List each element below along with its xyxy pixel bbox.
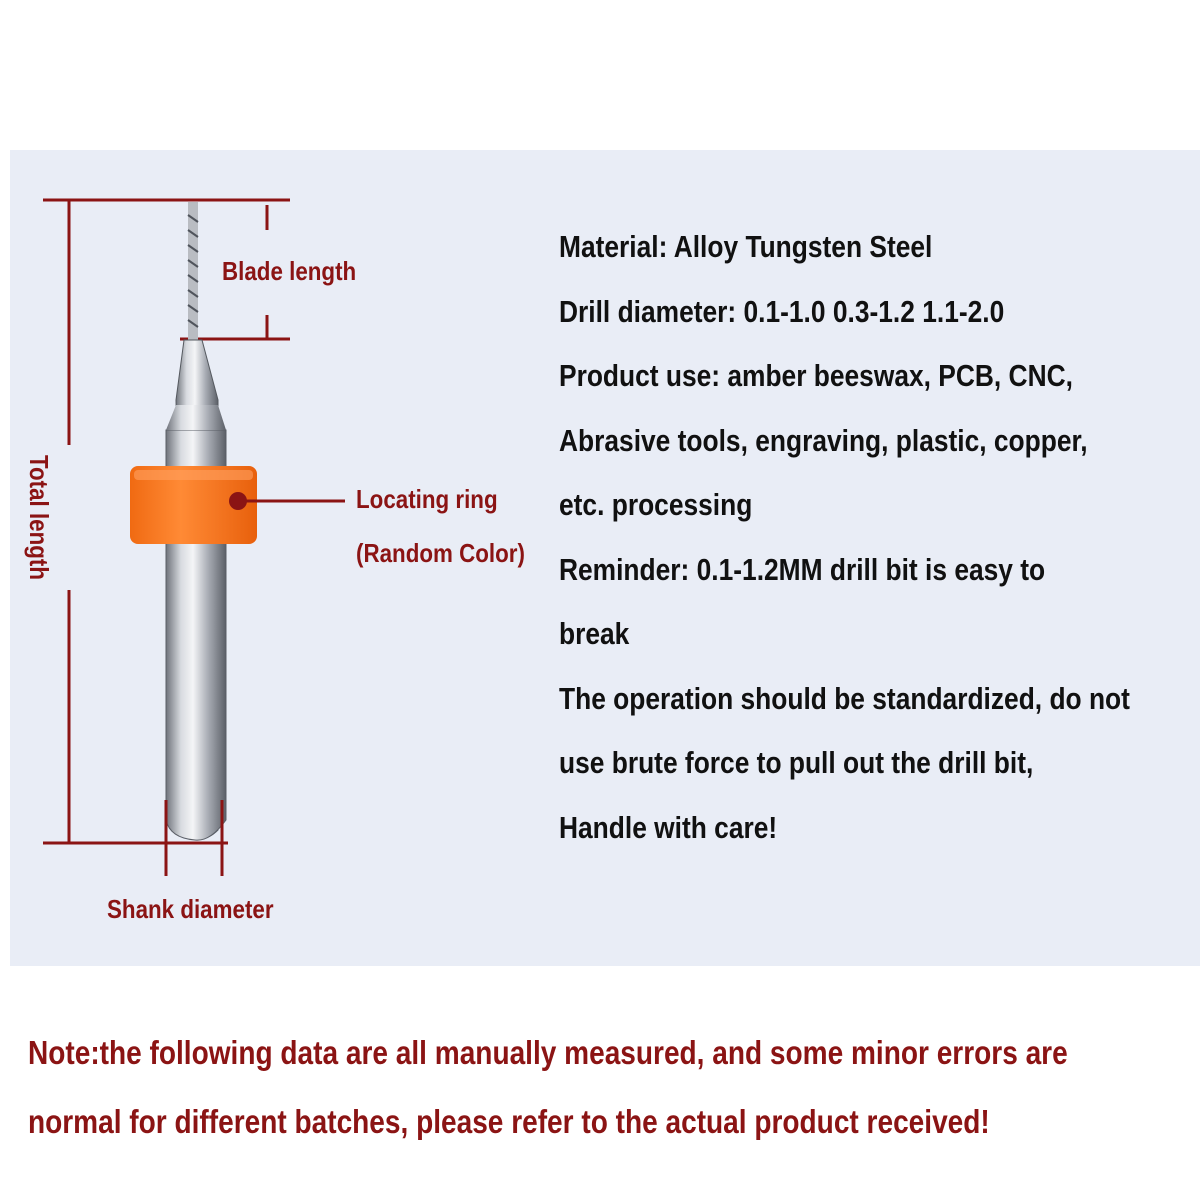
note-line-1: Note:the following data are all manually measured, and some minor errors are	[28, 1034, 1068, 1071]
spec-product-use: Product use: amber beeswax, PCB, CNC,	[559, 358, 1073, 393]
locating-ring-label: Locating ring	[356, 484, 498, 514]
drill-bit-diagram	[0, 0, 560, 960]
spec-list	[559, 222, 1199, 867]
spec-reminder: Reminder: 0.1-1.2MM drill bit is easy to	[559, 551, 1046, 587]
locating-ring	[130, 466, 345, 544]
blade-length-label: Blade length	[222, 256, 357, 286]
spec-reminder-end: break	[559, 616, 630, 651]
spec-product-use-cont: Abrasive tools, engraving, plastic, copper,	[559, 422, 1088, 458]
note-line-2: normal for different batches, please refer to the actual product received!	[28, 1103, 990, 1140]
spec-material: Material: Alloy Tungsten Steel	[559, 229, 933, 264]
spec-operation-cont: use brute force to pull out the drill bit,	[559, 745, 1034, 780]
spec-handle-with-care: Handle with care!	[559, 809, 778, 845]
spec-operation: The operation should be standardized, do not	[559, 680, 1130, 716]
spec-product-use-end: etc. processing	[559, 487, 753, 522]
measurement-note	[28, 1030, 1200, 1168]
shank-diameter-label: Shank diameter	[107, 894, 274, 924]
locating-ring-note: (Random Color)	[356, 538, 525, 568]
drill-flute	[188, 202, 198, 340]
spec-drill-diameter: Drill diameter: 0.1-1.0 0.3-1.2 1.1-2.0	[559, 293, 1005, 329]
total-length-label: Total length	[24, 455, 54, 581]
